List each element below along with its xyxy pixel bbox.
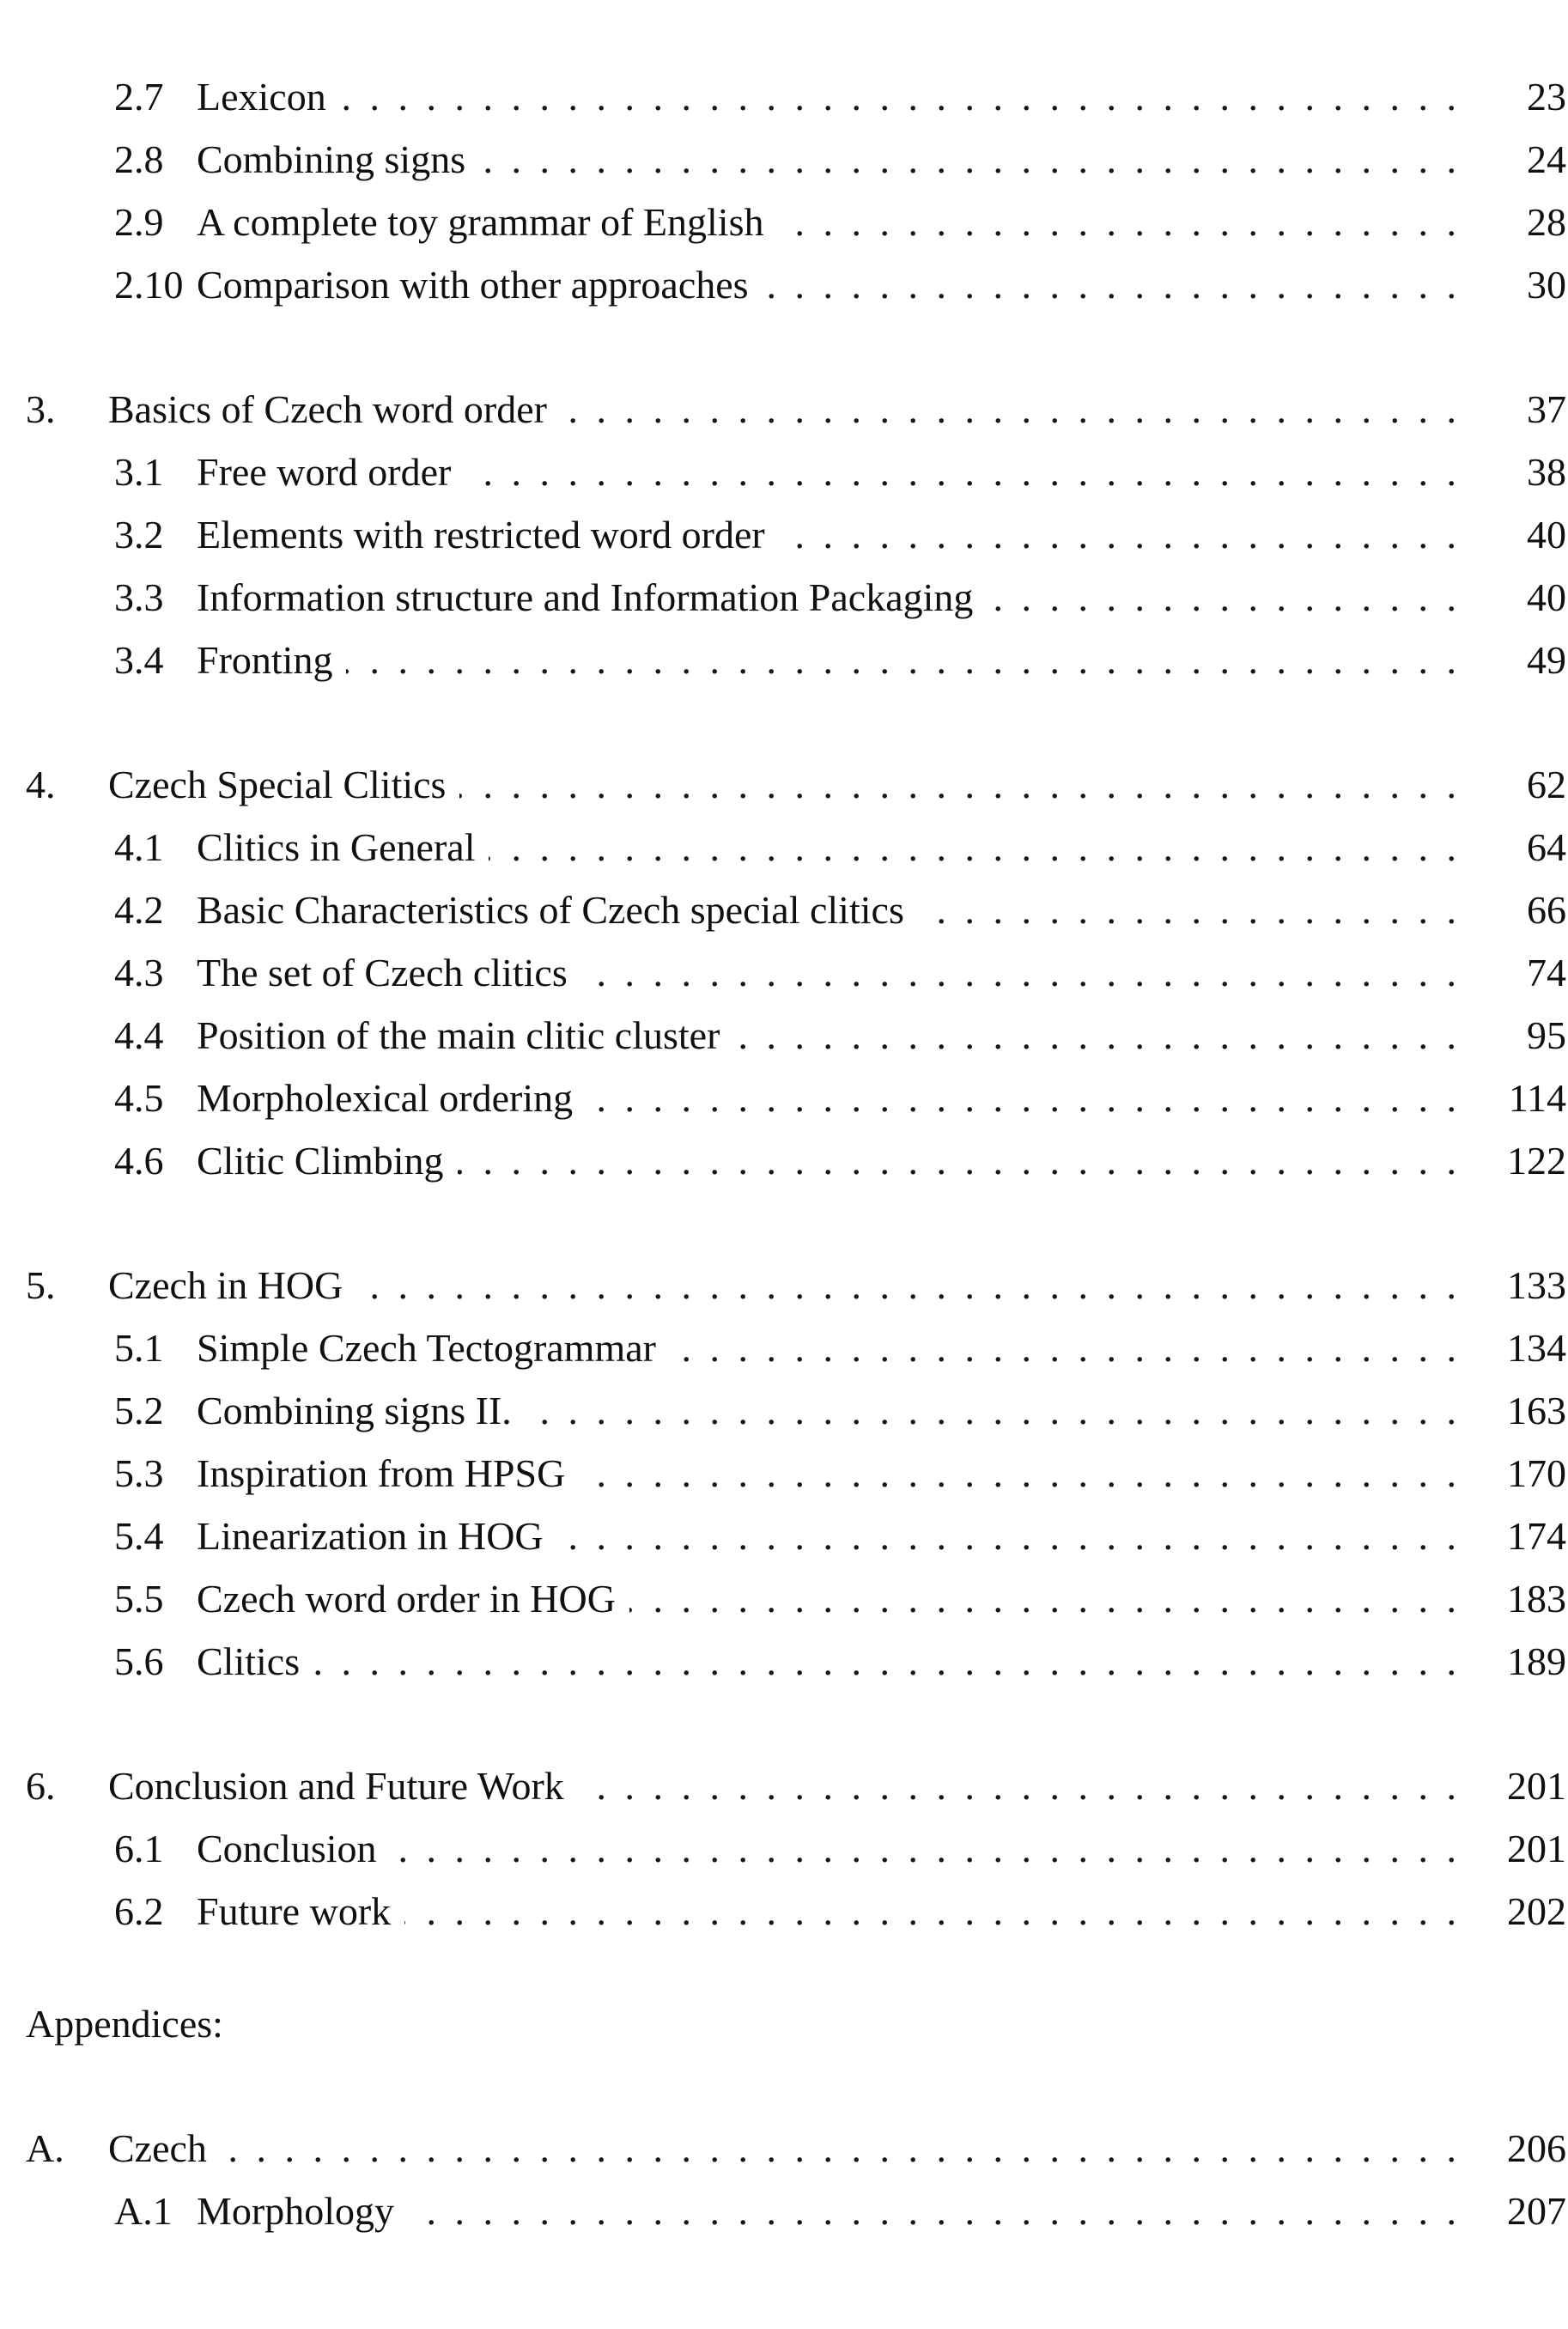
entry-page-number: 202	[1507, 1889, 1566, 1933]
entry-page-number: 207	[1507, 2189, 1566, 2233]
dot-leader	[987, 566, 1456, 629]
toc-entry	[0, 1317, 1566, 1379]
dot-leader	[221, 2117, 1456, 2180]
entry-page-number: 40	[1527, 575, 1566, 619]
toc-entry	[0, 1004, 1566, 1067]
entry-title: Clitics	[197, 1639, 301, 1683]
entry-number: A.1	[114, 2189, 173, 2233]
entry-number: 6.1	[114, 1827, 164, 1870]
entry-page-number: 38	[1527, 450, 1566, 494]
toc-section-appendix-a	[0, 2117, 1566, 2242]
dot-leader	[586, 1067, 1456, 1129]
entry-number: 2.9	[114, 200, 164, 244]
entry-title: Czech in HOG	[108, 1263, 343, 1307]
entry-title: Lexicon	[197, 75, 326, 119]
dot-leader	[557, 1505, 1456, 1567]
dot-leader	[629, 1567, 1456, 1630]
entry-number: 4.1	[114, 825, 164, 869]
entry-page-number: 30	[1527, 263, 1566, 307]
entry-title: Fronting	[197, 638, 333, 682]
toc-entry	[0, 1129, 1566, 1192]
dot-leader	[578, 1754, 1456, 1817]
toc-section-chapter-2-tail	[0, 65, 1566, 316]
entry-page-number: 49	[1527, 638, 1566, 682]
toc-entry	[0, 128, 1566, 191]
entry-title: Conclusion	[197, 1827, 377, 1870]
toc-entry	[0, 629, 1566, 691]
entry-title: Position of the main clitic cluster	[197, 1013, 720, 1057]
toc-entry	[0, 1817, 1566, 1880]
dot-leader	[763, 253, 1456, 316]
entry-title: Basics of Czech word order	[108, 387, 547, 431]
toc-entry	[0, 753, 1566, 816]
toc-entry	[0, 2180, 1566, 2242]
toc-entry	[0, 941, 1566, 1004]
entry-title: Czech Special Clitics	[108, 763, 447, 806]
entry-number: 5.2	[114, 1389, 164, 1432]
entry-title: Combining signs	[197, 137, 466, 181]
dot-leader	[313, 1630, 1456, 1693]
entry-page-number: 122	[1507, 1139, 1566, 1183]
entry-page-number: 201	[1507, 1764, 1566, 1808]
entry-page-number: 62	[1527, 763, 1566, 806]
entry-page-number: 170	[1507, 1451, 1566, 1495]
entry-title: Future work	[197, 1889, 392, 1933]
toc-entry	[0, 65, 1566, 128]
toc-entry	[0, 191, 1566, 253]
toc-entry	[0, 1505, 1566, 1567]
toc-entry	[0, 1630, 1566, 1693]
entry-title: Czech	[108, 2126, 207, 2170]
toc-entry	[0, 441, 1566, 503]
entry-title: Free word order	[197, 450, 452, 494]
entry-page-number: 183	[1507, 1577, 1566, 1621]
entry-number: 4.3	[114, 951, 164, 994]
entry-title: Elements with restricted word order	[197, 513, 765, 556]
toc-entry	[0, 503, 1566, 566]
entry-title: Combining signs II.	[197, 1389, 512, 1432]
entry-title: Morphology	[197, 2189, 394, 2233]
entry-page-number: 23	[1527, 75, 1566, 119]
entry-number: 2.8	[114, 137, 164, 181]
dot-leader	[489, 816, 1456, 879]
appendices-heading-block	[0, 1992, 1566, 2055]
entry-title: Inspiration from HPSG	[197, 1451, 566, 1495]
entry-page-number: 134	[1507, 1326, 1566, 1370]
entry-number: 5.1	[114, 1326, 164, 1370]
dot-leader	[526, 1379, 1456, 1442]
toc-entry	[0, 253, 1566, 316]
entry-number: 4.5	[114, 1076, 164, 1120]
toc-section-chapter-5	[0, 1254, 1566, 1693]
entry-number: 4.4	[114, 1013, 164, 1057]
dot-leader	[733, 1004, 1456, 1067]
entry-number: 5.5	[114, 1577, 164, 1621]
dot-leader	[918, 879, 1456, 941]
entry-page-number: 64	[1527, 825, 1566, 869]
toc-section-chapter-3	[0, 378, 1566, 691]
entry-page-number: 114	[1508, 1076, 1566, 1120]
toc-entry	[0, 1379, 1566, 1442]
entry-number: 3.2	[114, 513, 164, 556]
dot-leader	[465, 441, 1456, 503]
entry-page-number: 174	[1507, 1514, 1566, 1558]
entry-number: 2.7	[114, 75, 164, 119]
dot-leader	[561, 378, 1456, 441]
dot-leader	[670, 1317, 1456, 1379]
entry-page-number: 74	[1527, 951, 1566, 994]
toc-entry	[0, 1254, 1566, 1317]
entry-number: 5.3	[114, 1451, 164, 1495]
entry-title: Basic Characteristics of Czech special clitics	[197, 888, 904, 932]
dot-leader	[391, 1817, 1456, 1880]
entry-number: 3.1	[114, 450, 164, 494]
toc-section-chapter-6	[0, 1754, 1566, 1943]
entry-number: 3.	[26, 387, 56, 431]
entry-title: Conclusion and Future Work	[108, 1764, 564, 1808]
toc-entry	[0, 1880, 1566, 1943]
toc-entry	[0, 1442, 1566, 1505]
entry-title: The set of Czech clitics	[197, 951, 568, 994]
toc-entry	[0, 1754, 1566, 1817]
entry-number: A.	[26, 2126, 64, 2170]
entry-page-number: 163	[1507, 1389, 1566, 1432]
entry-page-number: 37	[1527, 387, 1566, 431]
dot-leader	[340, 65, 1456, 128]
dot-leader	[779, 503, 1456, 566]
appendices-heading: Appendices:	[26, 2002, 223, 2046]
dot-leader	[581, 941, 1456, 1004]
entry-number: 3.4	[114, 638, 164, 682]
entry-page-number: 28	[1527, 200, 1566, 244]
entry-title: Linearization in HOG	[197, 1514, 544, 1558]
entry-title: Czech word order in HOG	[197, 1577, 616, 1621]
entry-title: Information structure and Information Packaging	[197, 575, 974, 619]
entry-number: 6.2	[114, 1889, 164, 1933]
entry-title: A complete toy grammar of English	[197, 200, 764, 244]
dot-leader	[356, 1254, 1456, 1317]
toc-entry	[0, 378, 1566, 441]
entry-page-number: 133	[1507, 1263, 1566, 1307]
toc-section-chapter-4	[0, 753, 1566, 1192]
dot-leader	[479, 128, 1456, 191]
dot-leader	[777, 191, 1456, 253]
entry-page-number: 189	[1507, 1639, 1566, 1683]
entry-number: 5.6	[114, 1639, 164, 1683]
entry-page-number: 206	[1507, 2126, 1566, 2170]
entry-page-number: 95	[1527, 1013, 1566, 1057]
entry-page-number: 201	[1507, 1827, 1566, 1870]
entry-page-number: 24	[1527, 137, 1566, 181]
entry-title: Morpholexical ordering	[197, 1076, 574, 1120]
toc-entry	[0, 879, 1566, 941]
entry-page-number: 40	[1527, 513, 1566, 556]
entry-number: 2.10	[114, 263, 184, 307]
entry-number: 4.	[26, 763, 56, 806]
entry-title: Simple Czech Tectogrammar	[197, 1326, 656, 1370]
entry-page-number: 66	[1527, 888, 1566, 932]
entry-number: 3.3	[114, 575, 164, 619]
dot-leader	[459, 753, 1456, 816]
entry-number: 4.6	[114, 1139, 164, 1183]
toc-entry	[0, 2117, 1566, 2180]
entry-title: Clitic Climbing	[197, 1139, 444, 1183]
entry-number: 5.4	[114, 1514, 164, 1558]
dot-leader	[346, 629, 1456, 691]
entry-title: Clitics in General	[197, 825, 476, 869]
toc-entry	[0, 816, 1566, 879]
dot-leader	[458, 1129, 1456, 1192]
toc-entry	[0, 1567, 1566, 1630]
dot-leader	[579, 1442, 1456, 1505]
entry-number: 4.2	[114, 888, 164, 932]
toc-entry	[0, 1067, 1566, 1129]
dot-leader	[404, 1880, 1456, 1943]
entry-number: 6.	[26, 1764, 56, 1808]
toc-entry	[0, 566, 1566, 629]
entry-number: 5.	[26, 1263, 56, 1307]
entry-title: Comparison with other approaches	[197, 263, 749, 307]
dot-leader	[408, 2180, 1456, 2242]
